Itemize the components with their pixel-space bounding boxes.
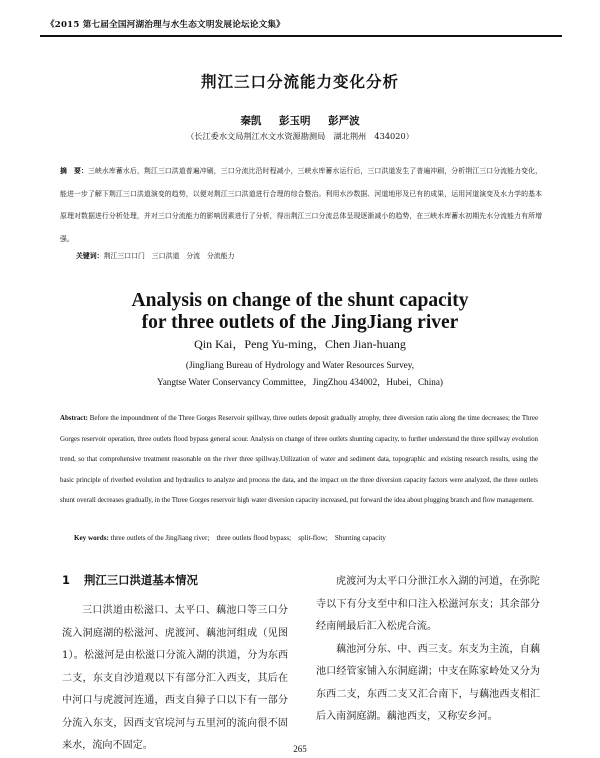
right-column (316, 571, 540, 729)
section-number: 1 (62, 573, 70, 587)
abstract-text: 三峡水库蓄水后，荆江三口洪道普遍冲刷，三口分流比沿时程减小，三峡水库蓄水运行后，三口洪道发生了普遍冲刷，分析荆江三口分流能力变化，能进一步了解下荆江三口洪道演变的趋势，以便对荆江三口洪道进行合理的综合整治。利用水沙数据、河道地形及已有的成果，运用河道演变及水力学的基本原理对数据进行分析处理，并对三口分流能力的影响因素进行了分析，得出荆江三口分流总体呈现逐渐减小的趋势，在三峡水库蓄水初期先水分流能力有所增强。 (60, 167, 542, 243)
english-affiliation (0, 357, 600, 391)
english-title-line: for three outlets of the JingJiang river (141, 312, 459, 333)
keywords-label: Key words: (74, 534, 109, 542)
keywords-text: three outlets of the JingJiang river; three outlets flood bypass; split-flow; Shunting capacity (108, 534, 386, 542)
english-authors: Qin Kai，Peng Yu-ming，Chen Jian-huang (194, 337, 406, 351)
english-title (0, 290, 600, 334)
chinese-keywords (76, 250, 234, 260)
left-column (62, 600, 288, 758)
english-abstract (60, 409, 538, 512)
author-name: 彭玉明 (279, 115, 311, 127)
chinese-abstract (60, 160, 542, 250)
chinese-title: 荆江三口分流能力变化分析 (200, 73, 399, 91)
body-paragraph: 藕池河分东、中、西三支。东支为主流，自藕池口经管家铺入东洞庭湖；中支在陈家岭处又分为东西二支，东西二支又汇合南下，与藕池西支相汇后入南洞庭湖。藕池西支，又称安乡河。 (316, 643, 540, 722)
affiliation-line: Yangtse Water Conservancy Committee，JingZhou 434002，Hubei，China) (157, 377, 443, 387)
section-heading (62, 572, 198, 588)
keywords-label: 关键词： (76, 252, 104, 260)
english-title-line: Analysis on change of the shunt capacity (131, 290, 469, 311)
chinese-authors (0, 113, 600, 128)
keywords-text: 荆江三口口门 三口洪道 分流 分流能力 (103, 252, 235, 260)
header-rule (40, 35, 562, 37)
abstract-label: 摘 要： (60, 167, 88, 175)
page-number: 265 (293, 744, 307, 754)
abstract-text: Before the impoundment of the Three Gorges Reservoir spillway, three outlets deposit gradually atrophy, three diversion ratio along the time decreases; the Three Gorges reservoir operation, three outlets flood bypass general scour. Analysis on change of three outlets shunting capacity, to further understand the three spillway evolution trend, so that comprehensive treatment reasonable on the river three spillway.Utilization of water and sediment data, topographic and existing research results, using the basic principle of riverbed evolution and hydraulics to analyze and process the data, and the impact on the three diversion capacity factors were analyzed, the three outlets shunt overall decreases gradually, in the Three Gorges reservoir high water diversion capacity increased, put forward the idea about plugging branch and flow management. (60, 415, 538, 505)
section-title: 荆江三口洪道基本情况 (83, 573, 198, 587)
body-paragraph: 三口洪道由松滋口、太平口、藕池口等三口分流入洞庭湖的松滋河、虎渡河、藕池河组成（见图 1）。松滋河是由松滋口分流入湖的洪道，分为东西二支，东支自沙道观以下有部分汇入西支，其后在中河口与虎渡河连通，西支自獐子口以下有一部分分流入东支，因西支官垸河与五里河的流向很不固来水，流向不固定。 (62, 605, 288, 751)
english-keywords (74, 533, 386, 543)
affiliation-line: (JingJiang Bureau of Hydrology and Water Resources Survey, (185, 360, 415, 370)
body-paragraph: 虎渡河为太平口分泄江水入湖的河道，在弥陀寺以下有分支至中和口注入松滋河东支；其余部分经南闸最后汇入松虎合流。 (316, 576, 540, 632)
running-head: 《2015 第七届全国河湖治理与水生态文明发展论坛论文集》 (46, 20, 285, 30)
chinese-affiliation: （长江委水文局荆江水文水资源勘测局 湖北荆州 434020） (186, 131, 414, 141)
author-name: 秦凯 (240, 115, 262, 127)
abstract-label: Abstract: (60, 415, 88, 422)
author-name: 彭严波 (328, 115, 360, 127)
